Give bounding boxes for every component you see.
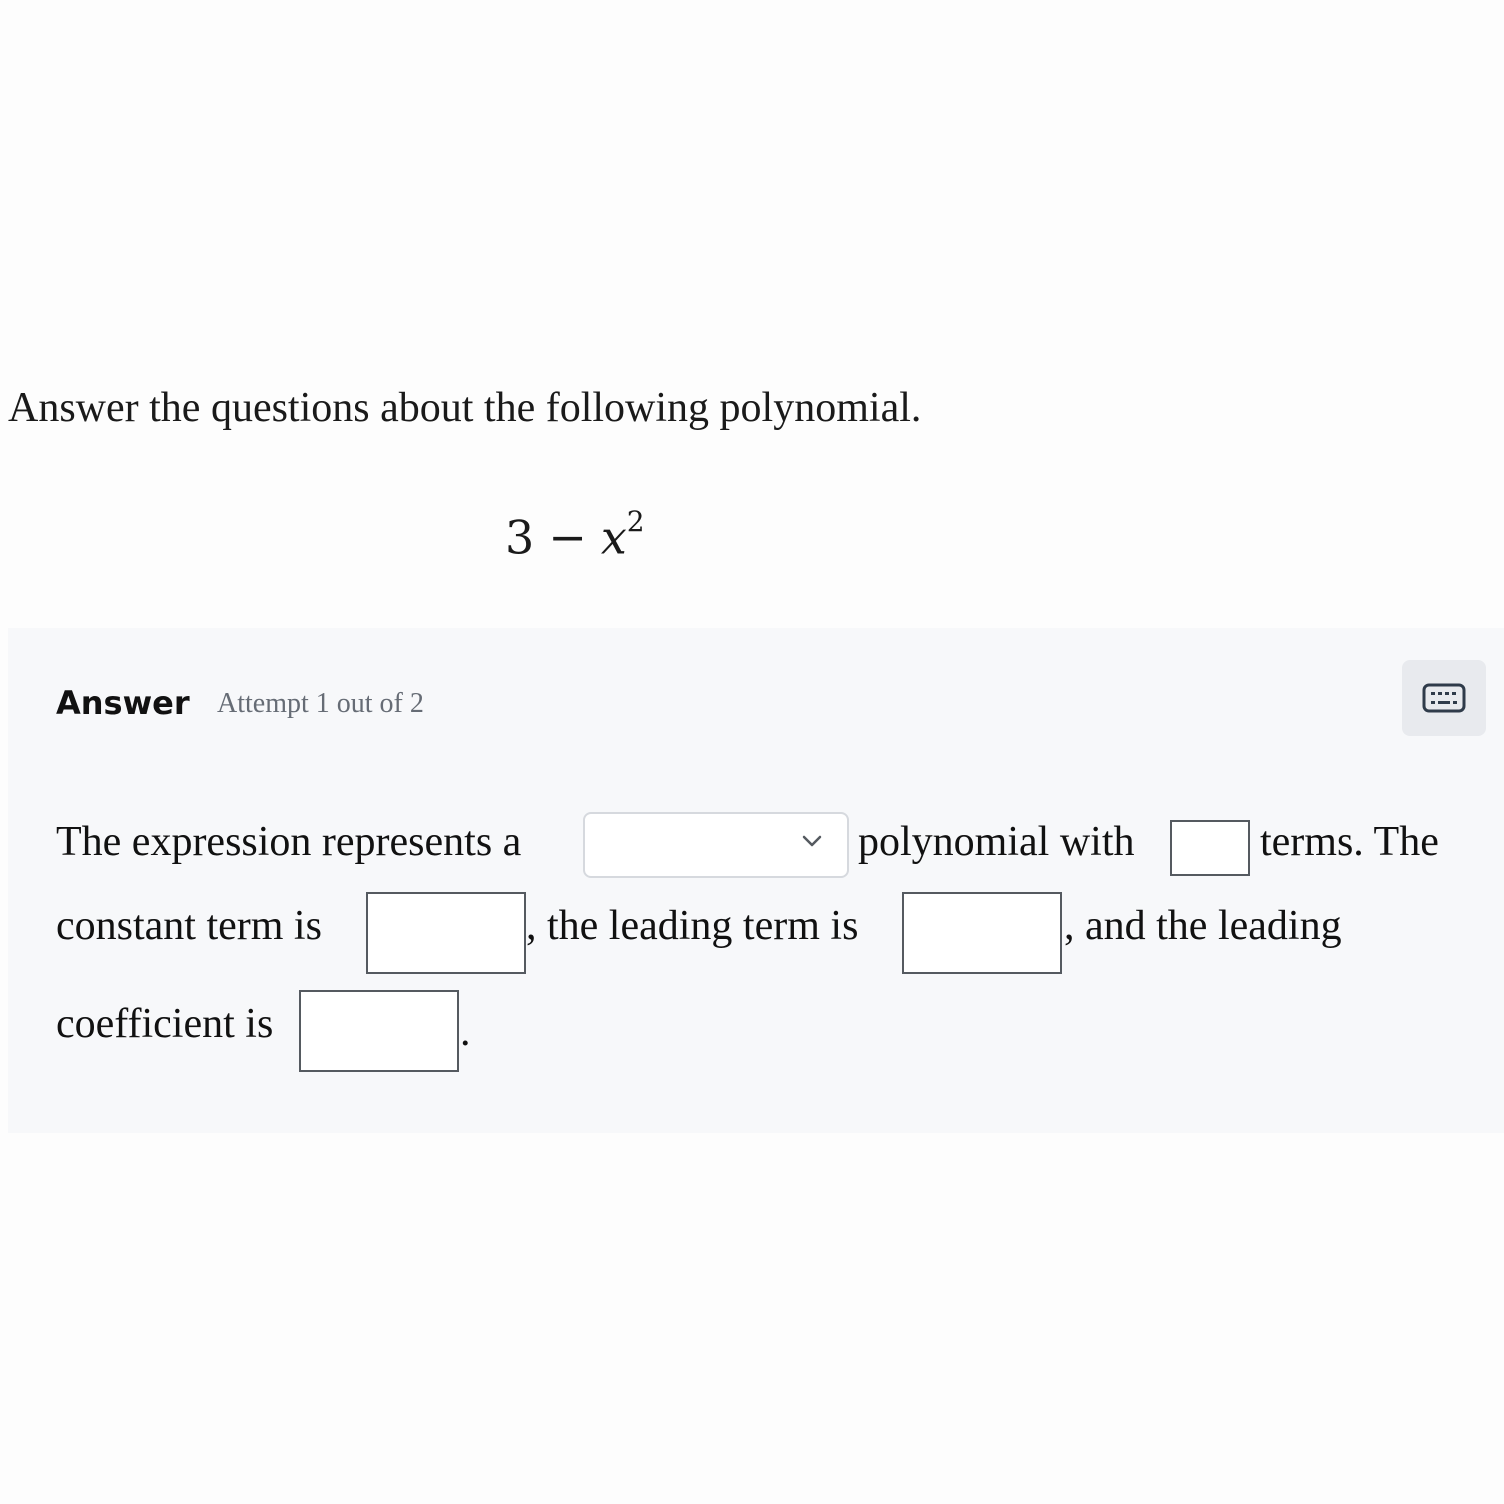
sentence-part-6: , and the leading [1064,903,1342,949]
chevron-down-icon [801,834,823,848]
sentence-part-1: The expression represents a [56,819,522,865]
question-prompt: Answer the questions about the following polynomial. [8,385,922,431]
sentence-part-4: constant term is [56,903,322,949]
keyboard-icon [1422,683,1466,713]
sentence-part-2: polynomial with [858,819,1135,865]
polynomial-expression [505,498,645,567]
attempt-counter: Attempt 1 out of 2 [217,688,424,719]
answer-panel [8,628,1504,1133]
constant-term-input[interactable] [366,892,526,974]
expression-variable: x [600,510,627,565]
polynomial-type-dropdown[interactable] [583,812,849,878]
sentence-part-5: , the leading term is [526,903,859,949]
sentence-part-3: terms. The [1260,819,1439,865]
expression-constant: 3 [505,510,535,565]
keyboard-button[interactable] [1402,660,1486,736]
num-terms-input[interactable] [1170,820,1250,876]
leading-term-input[interactable] [902,892,1062,974]
sentence-part-7: coefficient is [56,1001,274,1047]
expression-operator: − [548,510,587,565]
leading-coefficient-input[interactable] [299,990,459,1072]
answer-title: Answer [56,684,190,722]
sentence-part-8: . [460,1009,471,1055]
expression-exponent: 2 [626,505,645,538]
sentence-line-1 [56,818,521,866]
